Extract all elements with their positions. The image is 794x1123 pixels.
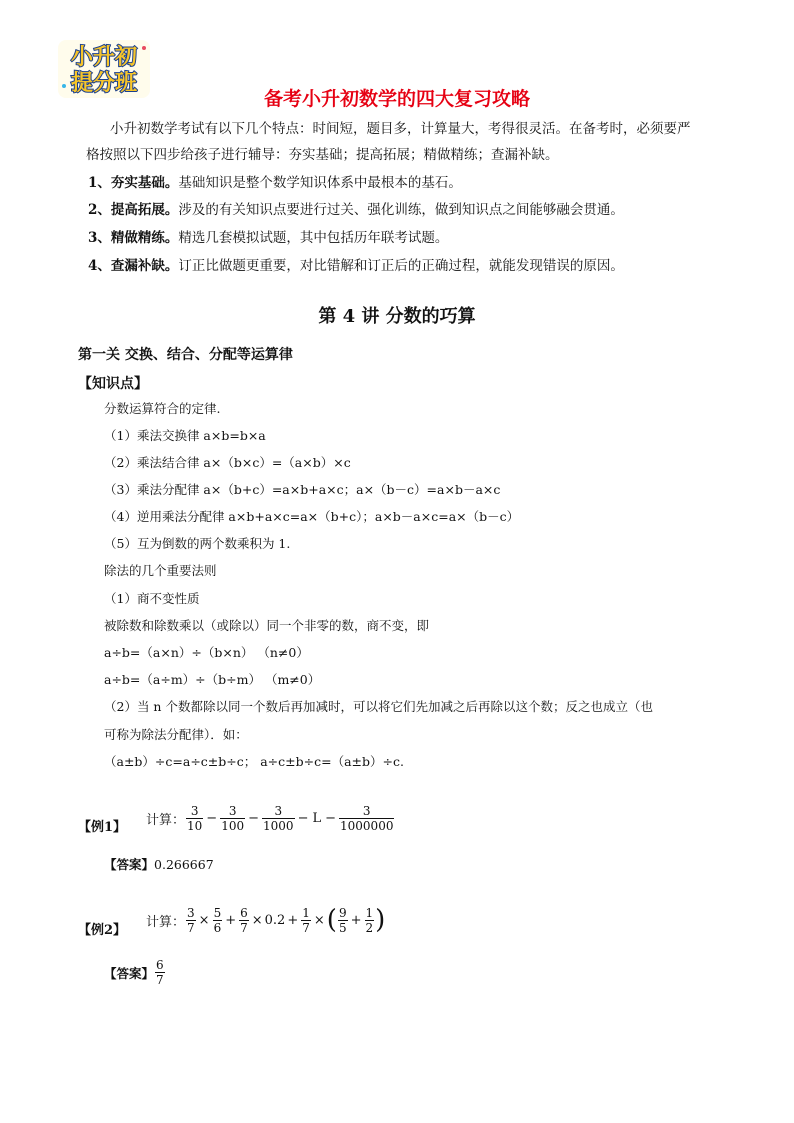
page-title: 备考小升初数学的四大复习攻略 — [263, 88, 530, 110]
fraction: $\frac{3}{100}$ — [221, 804, 245, 833]
knowledge-line: 除法的几个重要法则 — [104, 563, 217, 578]
intro-line-1: 小升初数学考试有以下几个特点：时间短，题目多，计算量大，考得很灵活。在备考时，必须要严 — [110, 121, 691, 137]
times-sign: × — [313, 913, 325, 928]
fraction: $\frac{6}{7}$ — [240, 906, 248, 935]
minus-sign: − — [206, 811, 218, 826]
step-head: 精做精练。 — [110, 230, 179, 246]
knowledge-line: （1）乘法交换律 a×b=b×a — [104, 428, 266, 443]
step-number: 1、 — [88, 175, 111, 191]
knowledge-line: （1）商不变性质 — [104, 591, 200, 606]
plus-sign: + — [350, 913, 362, 928]
step-head: 夯实基础。 — [110, 175, 179, 191]
step-body: 基础知识是整个数学知识体系中最根本的基石。 — [178, 175, 462, 191]
step-3 — [88, 228, 448, 248]
step-4 — [88, 256, 624, 276]
example-2-label: 【例2】 — [78, 923, 127, 938]
minus-sign: − — [248, 811, 260, 826]
logo-line2: 提分班 — [70, 71, 138, 96]
section-title: 第一关 交换、结合、分配等运算律 — [78, 347, 293, 363]
calc-prefix: 计算： — [146, 915, 186, 930]
fraction: $\frac{5}{6}$ — [213, 906, 222, 935]
example-2-formula — [146, 906, 385, 935]
step-body: 精选几套模拟试题，其中包括历年联考试题。 — [178, 230, 449, 246]
minus-sign: − — [325, 811, 337, 826]
intro-line-2: 格按照以下四步给孩子进行辅导：夯实基础；提高拓展；精做精练；查漏补缺。 — [86, 147, 559, 163]
knowledge-line: （a±b）÷c=a÷c±b÷c； a÷c±b÷c=（a±b）÷c. — [104, 754, 404, 769]
step-body: 涉及的有关知识点要进行过关、强化训练，做到知识点之间能够融会贯通。 — [178, 202, 624, 218]
example-1-label: 【例1】 — [78, 820, 127, 835]
knowledge-line: （5）互为倒数的两个数乘积为 1. — [104, 536, 291, 551]
knowledge-label: 【知识点】 — [78, 376, 148, 392]
fraction: $\frac{3}{10}$ — [187, 804, 203, 833]
example-2-answer — [104, 958, 166, 987]
logo-line1: 小升初 — [70, 45, 138, 70]
knowledge-line: （4）逆用乘法分配律 a×b+a×c=a×（b+c）；a×b－a×c=a×（b－c） — [104, 509, 520, 524]
step-number: 2、 — [88, 202, 111, 218]
plus-sign: + — [287, 913, 299, 928]
fraction: $\frac{3}{1000}$ — [263, 804, 294, 833]
decimal-value: 0.2 — [264, 913, 286, 928]
step-1 — [88, 173, 462, 193]
step-head: 查漏补缺。 — [110, 258, 179, 274]
knowledge-line: 被除数和除数乘以（或除以）同一个非零的数，商不变，即 — [104, 618, 430, 633]
step-head: 提高拓展。 — [110, 202, 179, 218]
step-2 — [88, 200, 624, 220]
lecture-title: 第 4 讲 分数的巧算 — [318, 306, 476, 327]
plus-sign: + — [225, 913, 237, 928]
answer-value: 0.266667 — [154, 857, 214, 872]
step-body: 订正比做题更重要，对比错解和订正后的正确过程，就能发现错误的原因。 — [178, 258, 624, 274]
example-1-answer — [104, 856, 214, 874]
times-sign: × — [251, 913, 263, 928]
fraction: $\frac{3}{7}$ — [187, 906, 195, 935]
knowledge-line: （3）乘法分配律 a×（b+c）=a×b+a×c；a×（b－c）=a×b－a×c — [104, 482, 501, 497]
right-paren: ) — [375, 904, 386, 935]
knowledge-line: a÷b=（a×n）÷（b×n） （n≠0） — [104, 645, 309, 660]
answer-fraction: $\frac{6}{7}$ — [156, 958, 164, 987]
calc-prefix: 计算： — [146, 813, 186, 828]
knowledge-line: （2）乘法结合律 a×（b×c）=（a×b）×c — [104, 455, 351, 470]
fraction: $\frac{1}{7}$ — [302, 906, 310, 935]
answer-label: 【答案】 — [104, 965, 155, 981]
knowledge-line: 分数运算符合的定律. — [104, 401, 221, 416]
ellipsis: L — [312, 811, 322, 826]
fraction: $\frac{9}{5}$ — [338, 906, 347, 935]
step-number: 4、 — [88, 258, 111, 274]
left-paren: ( — [326, 904, 337, 935]
knowledge-line: a÷b=（a÷m）÷（b÷m） （m≠0） — [104, 672, 321, 687]
step-number: 3、 — [88, 230, 111, 246]
times-sign: × — [198, 913, 210, 928]
fraction: $\frac{1}{2}$ — [365, 906, 374, 935]
minus-sign: − — [297, 811, 309, 826]
knowledge-line: （2）当 n 个数都除以同一个数后再加减时，可以将它们先加减之后再除以这个数；反之也成立（也 — [104, 699, 653, 714]
example-1-formula — [146, 804, 395, 833]
knowledge-line: 可称为除法分配律）．如： — [104, 727, 248, 742]
answer-label: 【答案】 — [104, 857, 155, 872]
fraction: $\frac{3}{1000000}$ — [340, 804, 394, 833]
